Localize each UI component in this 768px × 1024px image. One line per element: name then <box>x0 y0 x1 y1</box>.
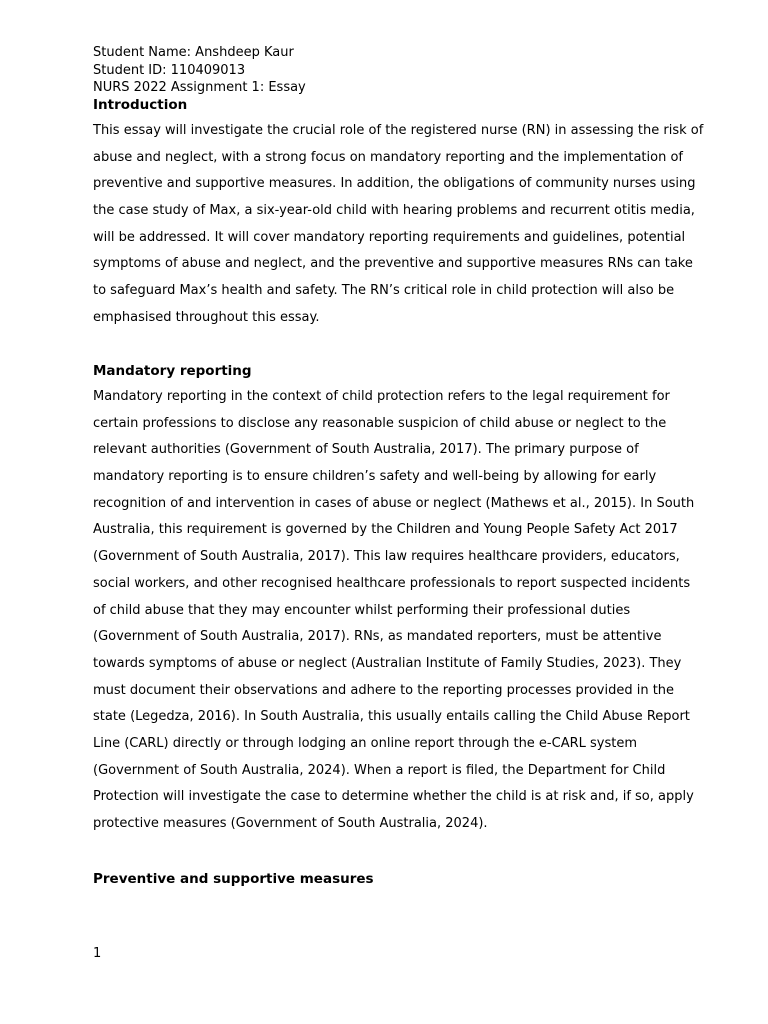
mandatory-reporting-section <box>93 362 695 838</box>
assignment-title: NURS 2022 Assignment 1: Essay <box>93 80 306 95</box>
paragraph-line: must document their observations and adhere to the reporting processes provided in the <box>93 682 675 698</box>
paragraph-line: recognition of and intervention in cases of abuse or neglect (Mathews et al., 2015). In South <box>93 495 695 511</box>
paragraph-line: (Government of South Australia, 2017). This law requires healthcare providers, educators, <box>93 549 680 565</box>
paragraph-line: Protection will investigate the case to determine whether the child is at risk and, if so, apply <box>93 789 694 805</box>
paragraph-line: to safeguard Max’s health and safety. The RN’s critical role in child protection will also be <box>93 283 675 299</box>
paragraph-line: (Government of South Australia, 2024). When a report is filed, the Department for Child <box>93 762 666 778</box>
preventive-section <box>93 870 683 888</box>
paragraph-line: certain professions to disclose any reasonable suspicion of child abuse or neglect to the <box>93 415 667 431</box>
student-header <box>93 44 693 97</box>
paragraph-line: Mandatory reporting in the context of child protection refers to the legal requirement for <box>93 389 670 404</box>
student-id: Student ID: 110409013 <box>93 62 246 78</box>
student-name: Student Name: Anshdeep Kaur <box>93 45 294 60</box>
paragraph-line: emphasised throughout this essay. <box>93 309 320 325</box>
paragraph-line: towards symptoms of abuse or neglect (Australian Institute of Family Studies, 2023). They <box>93 655 682 671</box>
paragraph-line: will be addressed. It will cover mandatory reporting requirements and guidelines, potential <box>93 229 686 245</box>
paragraph-line: relevant authorities (Government of South Australia, 2017). The primary purpose of <box>93 442 639 458</box>
mandatory-reporting-paragraph <box>93 384 695 838</box>
paragraph-line: mandatory reporting is to ensure children’s safety and well-being by allowing for early <box>93 469 657 485</box>
introduction-paragraph <box>93 118 704 332</box>
preventive-heading: Preventive and supportive measures <box>93 871 374 887</box>
paragraph-line: social workers, and other recognised healthcare professionals to report suspected incidents <box>93 575 691 591</box>
paragraph-line: abuse and neglect, with a strong focus on mandatory reporting and the implementation of <box>93 149 683 165</box>
paragraph-line: (Government of South Australia, 2017). RNs, as mandated reporters, must be attentive <box>93 629 662 645</box>
paragraph-line: preventive and supportive measures. In addition, the obligations of community nurses using <box>93 176 696 192</box>
paragraph-line: the case study of Max, a six-year-old child with hearing problems and recurrent otitis media, <box>93 203 695 219</box>
mandatory-reporting-heading: Mandatory reporting <box>93 363 252 379</box>
paragraph-line: state (Legedza, 2016). In South Australia, this usually entails calling the Child Abuse Report <box>93 709 690 725</box>
paragraph-line: This essay will investigate the crucial role of the registered nurse (RN) in assessing the risk of <box>93 123 704 138</box>
introduction-heading: Introduction <box>93 97 188 113</box>
paragraph-line: protective measures (Government of South Australia, 2024). <box>93 816 488 831</box>
page-number: 1 <box>93 946 102 961</box>
paragraph-line: symptoms of abuse and neglect, and the preventive and supportive measures RNs can take <box>93 256 693 272</box>
paragraph-line: of child abuse that they may encounter whilst performing their professional duties <box>93 602 631 618</box>
paragraph-line: Australia, this requirement is governed by the Children and Young People Safety Act 2017 <box>93 522 678 538</box>
paragraph-line: Line (CARL) directly or through lodging an online report through the e-CARL system <box>93 735 638 751</box>
introduction-section <box>93 96 704 332</box>
